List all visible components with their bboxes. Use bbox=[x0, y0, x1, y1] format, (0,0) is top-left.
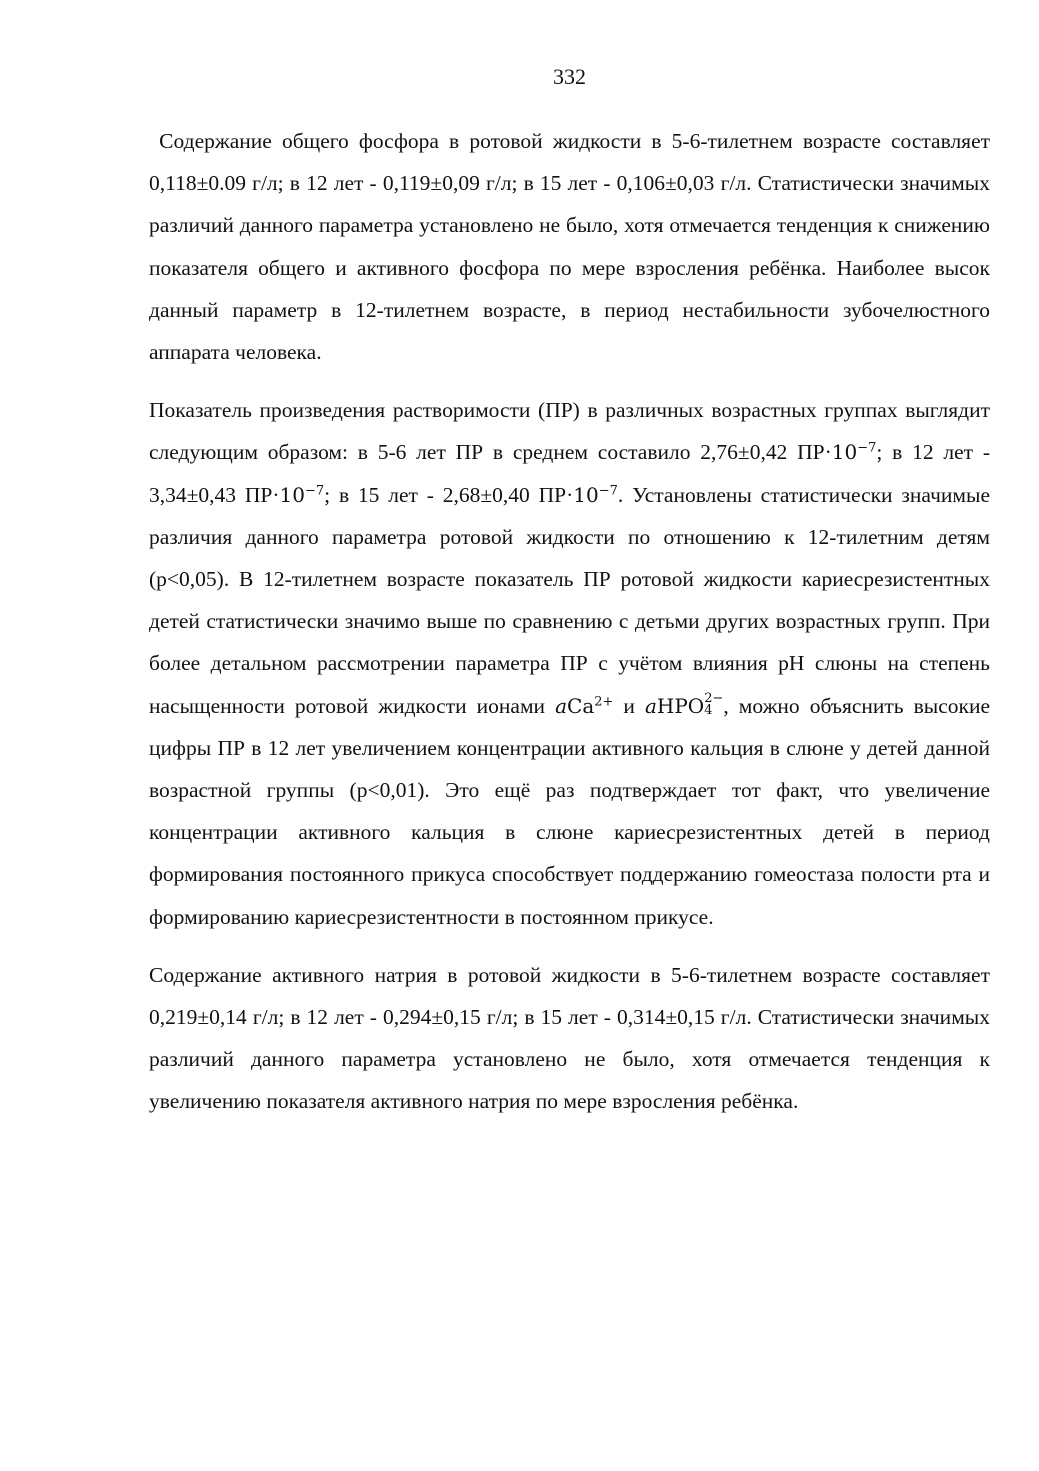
page-number: 332 bbox=[553, 64, 586, 89]
paragraph-phosphorus-text: Содержание общего фосфора в ротовой жидкости в 5-6-тилетнем возрасте составляет 0,118±0.09 г/л; в 12 лет - 0,119±0,09 г/л; в 15 лет - 0,106±0,03 г/л. Статистически значимых различий данного параметра установлено не было, хотя отмечается тенденция к снижению показателя общего и активного фосфора по мере взросления ребёнка. Наиболее высок данный параметр в 12-тилетнем возрасте, в период нестабильности зубочелюстного аппарата человека. bbox=[149, 129, 996, 365]
ion-calcium: aCa$^{2+}$ bbox=[555, 693, 614, 718]
paragraph-phosphorus bbox=[149, 120, 996, 373]
text-segment: . Установлены статистически значимые различия данного параметра ротовой жидкости по отношению к 12-тилетним детям (р<0,05). В 12-тилетнем возрасте показатель ПР ротовой жидкости кариесрезистентных детей статистически значимо выше по сравнению с детьми других возрастных групп. При более детальном рассмотрении параметра ПР с учётом влияния pH слюны на степень насыщенности ротовой жидкости ионами bbox=[149, 482, 990, 718]
ion-hydrogen-phosphate: aHPO 2− 4 bbox=[644, 691, 724, 719]
paragraph-solubility-product bbox=[149, 389, 990, 938]
text-segment: Показатель произведения растворимости (ПР) в различных возрастных группах выглядит следующим образом: в 5-6 лет ПР в среднем составило 2,76±0,42 ПР· bbox=[149, 398, 990, 465]
power-ten: $10^{-7}$ bbox=[279, 482, 325, 507]
document-body bbox=[149, 120, 996, 1123]
paragraph-sodium-text: Содержание активного натрия в ротовой жидкости в 5-6-тилетнем возрасте составляет 0,219±0,14 г/л; в 12 лет - 0,294±0,15 г/л; в 15 лет - 0,314±0,15 г/л. Статистически значимых различий данного параметра установлено не было, хотя отмечается тенденция к увеличению показателя активного натрия по мере взросления ребёнка. bbox=[149, 962, 990, 1114]
text-segment: ; в 12 лет - 3,34±0,43 ПР· bbox=[149, 440, 990, 507]
text-segment: ; в 15 лет - 2,68±0,40 ПР· bbox=[324, 482, 574, 507]
power-ten: $10^{-7}$ bbox=[831, 440, 877, 465]
paragraph-sodium bbox=[149, 954, 990, 1123]
text-segment: и bbox=[613, 693, 645, 718]
power-ten: $10^{-7}$ bbox=[573, 482, 618, 507]
text-segment: , можно объяснить высокие цифры ПР в 12 лет увеличением концентрации активного кальция в слюне у детей данной возрастной группы (р<0,01). Это ещё раз подтверждает тот факт, что увеличение концентрации активного кальция в слюне кариесрезистентных детей в период формирования постоянного прикуса способствует поддержанию гомеостаза полости рта и формированию кариесрезистентности в постоянном прикусе. bbox=[149, 693, 991, 929]
